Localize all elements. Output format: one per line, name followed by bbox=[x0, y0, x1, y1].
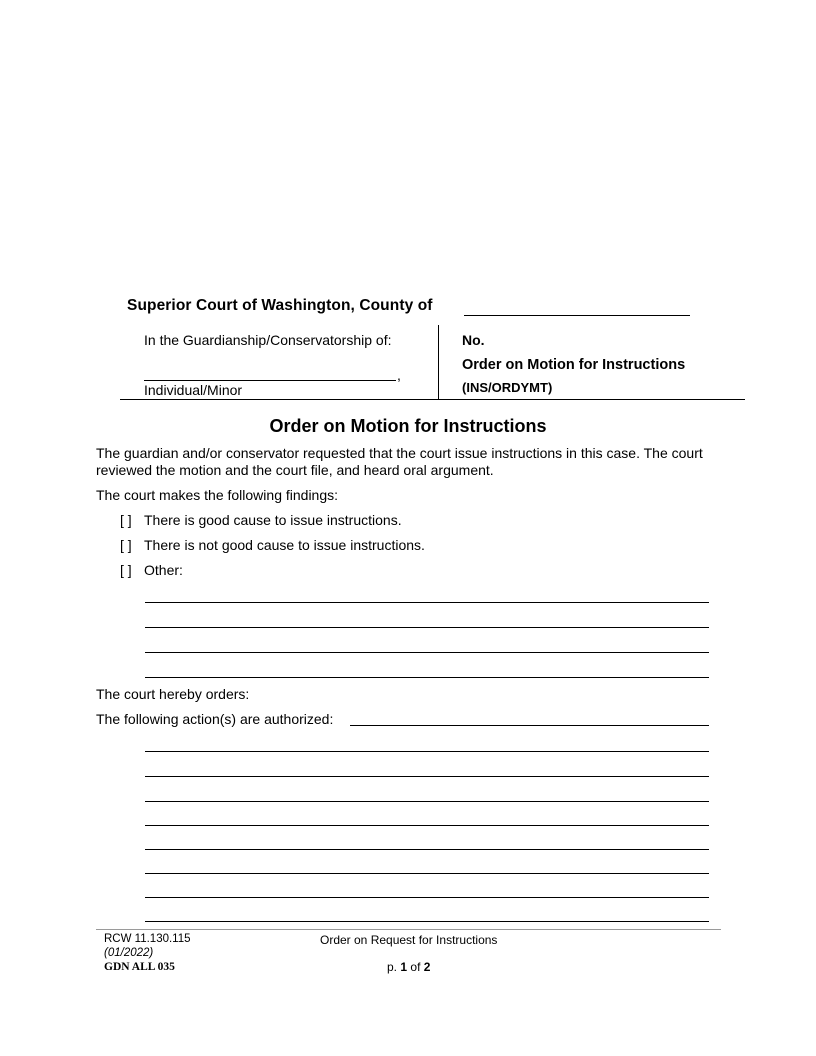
caption-document-code: (INS/ORDYMT) bbox=[462, 380, 553, 395]
finding-good-cause-text: There is good cause to issue instructions. bbox=[144, 512, 402, 528]
other-blank-line[interactable] bbox=[145, 677, 709, 678]
matter-label: In the Guardianship/Conservatorship of: bbox=[144, 332, 392, 348]
footer-statute: RCW 11.130.115 bbox=[104, 933, 191, 945]
checkbox-no-good-cause[interactable]: [ ] bbox=[120, 537, 132, 553]
page-number bbox=[387, 960, 430, 974]
other-blank-line[interactable] bbox=[145, 602, 709, 603]
party-name-blank-line[interactable] bbox=[144, 380, 396, 381]
authorized-blank-line[interactable] bbox=[350, 725, 709, 726]
authorized-blank-line[interactable] bbox=[145, 897, 709, 898]
authorized-blank-line[interactable] bbox=[145, 921, 709, 922]
authorized-blank-line[interactable] bbox=[145, 801, 709, 802]
page-total: 2 bbox=[423, 960, 431, 974]
other-blank-line[interactable] bbox=[145, 627, 709, 628]
intro-paragraph: The guardian and/or conservator requested that the court issue instructions in this case. The court reviewed the motion and the court file, and heard oral argument. bbox=[96, 445, 703, 478]
caption-horizontal-divider bbox=[120, 399, 745, 400]
finding-good-cause[interactable] bbox=[120, 512, 402, 528]
authorized-label: The following action(s) are authorized: bbox=[96, 711, 334, 727]
page-prefix: p. bbox=[387, 960, 398, 974]
finding-other[interactable] bbox=[120, 562, 183, 578]
checkbox-good-cause[interactable]: [ ] bbox=[120, 512, 132, 528]
finding-other-text: Other: bbox=[144, 562, 183, 578]
page-title: Order on Motion for Instructions bbox=[269, 416, 547, 436]
authorized-blank-line[interactable] bbox=[145, 849, 709, 850]
findings-label: The court makes the following findings: bbox=[96, 487, 339, 503]
footer-divider bbox=[96, 929, 721, 930]
page-current: 1 bbox=[400, 960, 408, 974]
party-label: Individual/Minor bbox=[144, 382, 243, 398]
authorized-blank-line[interactable] bbox=[145, 825, 709, 826]
checkbox-other[interactable]: [ ] bbox=[120, 562, 132, 578]
other-blank-line[interactable] bbox=[145, 652, 709, 653]
orders-label: The court hereby orders: bbox=[96, 686, 250, 702]
caption-document-title: Order on Motion for Instructions bbox=[462, 357, 686, 373]
finding-no-good-cause[interactable] bbox=[120, 537, 425, 553]
county-blank-line[interactable] bbox=[464, 315, 690, 316]
court-title: Superior Court of Washington, County of bbox=[127, 297, 433, 314]
caption-vertical-divider bbox=[438, 325, 439, 399]
authorized-blank-line[interactable] bbox=[145, 873, 709, 874]
footer-form-title: Order on Request for Instructions bbox=[320, 933, 498, 947]
authorized-blank-line[interactable] bbox=[145, 776, 709, 777]
authorized-blank-line[interactable] bbox=[145, 751, 709, 752]
party-name-comma: , bbox=[397, 367, 401, 383]
footer-form-id: GDN ALL 035 bbox=[104, 961, 175, 973]
case-number-label: No. bbox=[462, 332, 485, 348]
finding-no-good-cause-text: There is not good cause to issue instructions. bbox=[144, 537, 425, 553]
page-of: of bbox=[410, 960, 421, 974]
footer-revision: (01/2022) bbox=[104, 947, 154, 959]
